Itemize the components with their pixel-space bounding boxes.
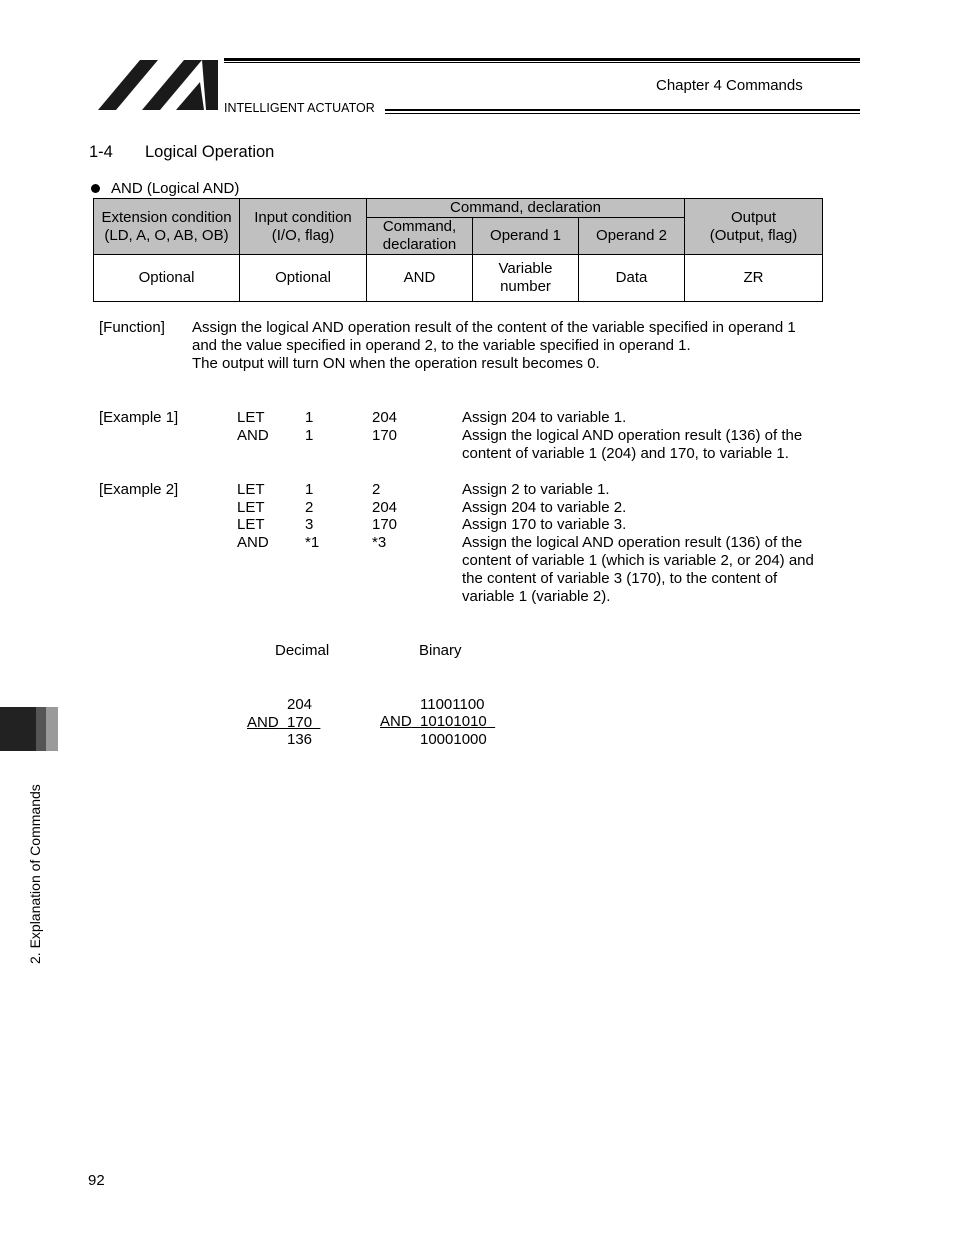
binary-result: 10001000: [420, 731, 487, 748]
example-desc: content of variable 1 (which is variable 2, or 204) and: [462, 552, 814, 569]
function-line: The output will turn ON when the operation result becomes 0.: [192, 355, 600, 372]
example-op1: 1: [305, 409, 314, 426]
example-op2: *3: [372, 534, 387, 551]
chapter-title: Chapter 4 Commands: [656, 77, 803, 94]
cell-operand-1: Variable number: [473, 255, 579, 302]
example-desc: Assign 204 to variable 2.: [462, 499, 627, 516]
example-2-label: [Example 2]: [99, 481, 179, 498]
brand-name: INTELLIGENT ACTUATOR: [224, 101, 375, 115]
side-tab-label: 2. Explanation of Commands: [27, 784, 43, 964]
example-op1: 2: [305, 499, 314, 516]
section-number: 1-4: [89, 143, 113, 161]
header-operand-1: Operand 1: [473, 218, 579, 255]
example-desc: Assign 204 to variable 1.: [462, 409, 627, 426]
decimal-label: Decimal: [275, 642, 330, 659]
side-tab-block-mid: [36, 707, 46, 751]
example-op2: 170: [372, 516, 398, 533]
example-op2: 2: [372, 481, 381, 498]
example-desc: Assign 2 to variable 1.: [462, 481, 610, 498]
example-desc: content of variable 1 (204) and 170, to variable 1.: [462, 445, 789, 462]
decimal-operand-a: 204: [287, 696, 313, 713]
function-line: Assign the logical AND operation result of the content of the variable specified in operand 1: [192, 319, 796, 336]
example-cmd: AND: [237, 427, 269, 444]
page-number: 92: [88, 1172, 105, 1189]
cell-extension: Optional: [94, 255, 240, 302]
header-output: Output (Output, flag): [685, 199, 823, 255]
side-tab-block: [0, 707, 36, 751]
cell-output: ZR: [685, 255, 823, 302]
example-op2: 204: [372, 499, 398, 516]
example-desc: Assign the logical AND operation result (136) of the: [462, 534, 803, 551]
example-cmd: LET: [237, 409, 265, 426]
cell-command: AND: [367, 255, 473, 302]
section-title: Logical Operation: [145, 143, 275, 161]
example-op2: 170: [372, 427, 398, 444]
item-title: AND (Logical AND): [111, 180, 240, 197]
decimal-operand-b-row: AND 170: [247, 714, 313, 731]
example-op2: 204: [372, 409, 398, 426]
header-operand-2: Operand 2: [579, 218, 685, 255]
example-cmd: LET: [237, 516, 265, 533]
binary-operand-b-row: AND 10101010: [380, 713, 487, 730]
example-cmd: AND: [237, 534, 269, 551]
iai-logo: [96, 58, 220, 112]
example-desc: the content of variable 3 (170), to the content of: [462, 570, 778, 587]
binary-label: Binary: [419, 642, 462, 659]
header-rule-thin: [224, 62, 860, 63]
header-extension-condition: Extension condition (LD, A, O, AB, OB): [94, 199, 240, 255]
function-line: and the value specified in operand 2, to the variable specified in operand 1.: [192, 337, 691, 354]
header-lower-rule: [385, 109, 860, 111]
cell-input: Optional: [240, 255, 367, 302]
example-cmd: LET: [237, 481, 265, 498]
example-op1: 3: [305, 516, 314, 533]
cell-operand-2: Data: [579, 255, 685, 302]
example-cmd: LET: [237, 499, 265, 516]
header-lower-rule-thin: [385, 113, 860, 114]
example-op1: 1: [305, 427, 314, 444]
example-1-label: [Example 1]: [99, 409, 179, 426]
example-desc: Assign 170 to variable 3.: [462, 516, 627, 533]
decimal-result: 136: [287, 731, 313, 748]
bullet-icon: [91, 184, 100, 193]
example-op1: 1: [305, 481, 314, 498]
example-desc: variable 1 (variable 2).: [462, 588, 611, 605]
function-label: [Function]: [99, 319, 165, 336]
example-op1: *1: [305, 534, 320, 551]
side-tab-block-light: [46, 707, 58, 751]
example-desc: Assign the logical AND operation result (136) of the: [462, 427, 803, 444]
binary-operand-a: 11001100: [420, 696, 485, 713]
header-command-group: Command, declaration: [367, 199, 685, 218]
header-rule: [224, 58, 860, 61]
command-table: [93, 198, 823, 302]
header-command: Command, declaration: [367, 218, 473, 255]
header-input-condition: Input condition (I/O, flag): [240, 199, 367, 255]
